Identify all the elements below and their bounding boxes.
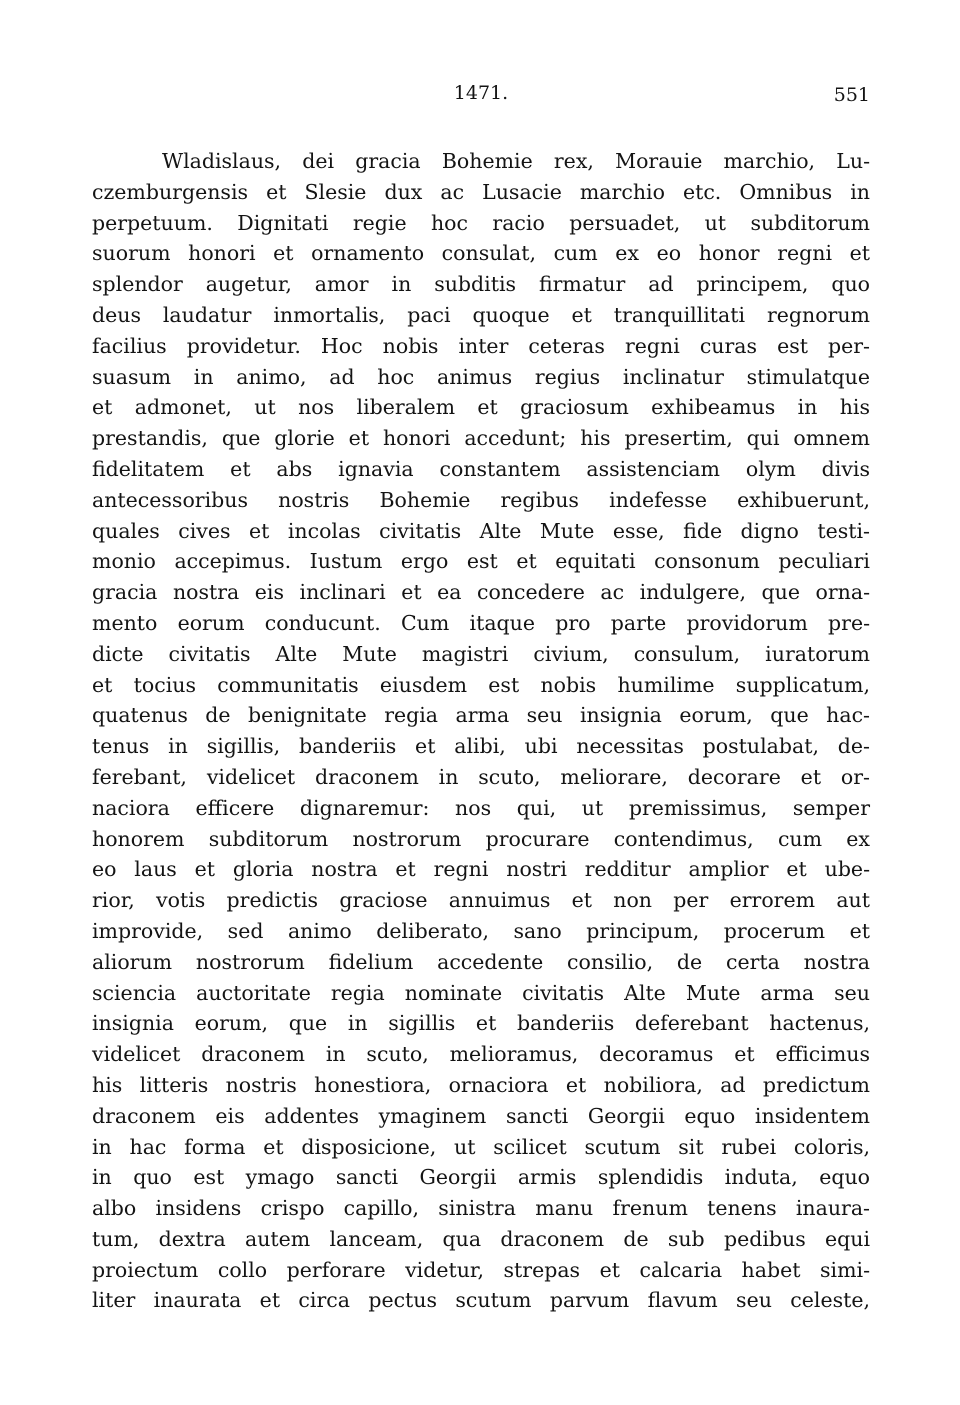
text-line: proiectum collo perforare videtur, strepas et calcaria habet simi- <box>92 1257 870 1282</box>
text-line: monio accepimus. Iustum ergo est et equitati consonum peculiari <box>92 549 870 574</box>
text-line: facilius providetur. Hoc nobis inter ceteras regni curas est per- <box>92 333 870 358</box>
text-line: mento eorum conducunt. Cum itaque pro parte providorum pre- <box>92 610 870 635</box>
text-line: fidelitatem et abs ignavia constantem assistenciam olym divis <box>92 456 870 481</box>
text-line: czemburgensis et Slesie dux ac Lusacie marchio etc. Omnibus in <box>92 179 870 204</box>
text-line: his litteris nostris honestiora, ornaciora et nobiliora, ad predictum <box>92 1072 870 1097</box>
text-line: gracia nostra eis inclinari et ea concedere ac indulgere, que orna- <box>92 580 870 605</box>
text-line: aliorum nostrorum fidelium accedente consilio, de certa nostra <box>92 949 870 974</box>
text-line: et tocius communitatis eiusdem est nobis humilime supplicatum, <box>92 672 870 697</box>
text-line: in quo est ymago sancti Georgii armis splendidis induta, equo <box>92 1165 870 1190</box>
text-line: tenus in sigillis, banderiis et alibi, ubi necessitas postulabat, de- <box>92 734 870 759</box>
text-line: perpetuum. Dignitati regie hoc racio persuadet, ut subditorum <box>92 210 870 235</box>
text-line: Wladislaus, dei gracia Bohemie rex, Morauie marchio, Lu- <box>162 149 870 173</box>
text-line: ferebant, videlicet draconem in scuto, meliorare, decorare et or- <box>92 764 870 789</box>
page-header <box>92 82 870 112</box>
text-line: prestandis, que glorie et honori accedunt; his presertim, qui omnem <box>92 426 870 451</box>
text-line: sciencia auctoritate regia nominate civitatis Alte Mute arma seu <box>92 980 870 1005</box>
text-line: suasum in animo, ad hoc animus regius inclinatur stimulatque <box>92 364 870 389</box>
body-text <box>92 146 870 1316</box>
text-line: antecessoribus nostris Bohemie regibus indefesse exhibuerunt, <box>92 487 870 512</box>
text-line: et admonet, ut nos liberalem et graciosum exhibeamus in his <box>92 395 870 420</box>
text-line: insignia eorum, que in sigillis et banderiis deferebant hactenus, <box>92 1011 870 1036</box>
text-line: dicte civitatis Alte Mute magistri civium, consulum, iuratorum <box>92 641 870 666</box>
text-line: draconem eis addentes ymaginem sancti Georgii equo insidentem <box>92 1103 870 1128</box>
text-line: eo laus et gloria nostra et regni nostri redditur amplior et ube- <box>92 857 870 882</box>
text-line: tum, dextra autem lanceam, qua draconem de sub pedibus equi <box>92 1226 870 1251</box>
text-line: honorem subditorum nostrorum procurare contendimus, cum ex <box>92 826 870 851</box>
text-line: albo insidens crispo capillo, sinistra manu frenum tenens inaura- <box>92 1196 870 1221</box>
text-line: deus laudatur inmortalis, paci quoque et tranquillitati regnorum <box>92 302 870 327</box>
text-line: liter inaurata et circa pectus scutum parvum flavum seu celeste, <box>92 1288 870 1313</box>
text-line: improvide, sed animo deliberato, sano principum, procerum et <box>92 918 870 943</box>
page-number: 551 <box>833 84 870 106</box>
text-line: suorum honori et ornamento consulat, cum ex eo honor regni et <box>92 241 870 266</box>
text-line: quales cives et incolas civitatis Alte Mute esse, fide digno testi- <box>92 518 870 543</box>
text-line: quatenus de benignitate regia arma seu insignia eorum, que hac- <box>92 703 870 728</box>
text-line: videlicet draconem in scuto, melioramus, decoramus et efficimus <box>92 1042 870 1067</box>
page-year: 1471. <box>453 82 509 104</box>
text-line: in hac forma et disposicione, ut scilicet scutum sit rubei coloris, <box>92 1134 870 1159</box>
text-line: rior, votis predictis graciose annuimus et non per errorem aut <box>92 888 870 913</box>
text-line: naciora efficere dignaremur: nos qui, ut premissimus, semper <box>92 795 870 820</box>
text-line: splendor augetur, amor in subditis firmatur ad principem, quo <box>92 272 870 297</box>
